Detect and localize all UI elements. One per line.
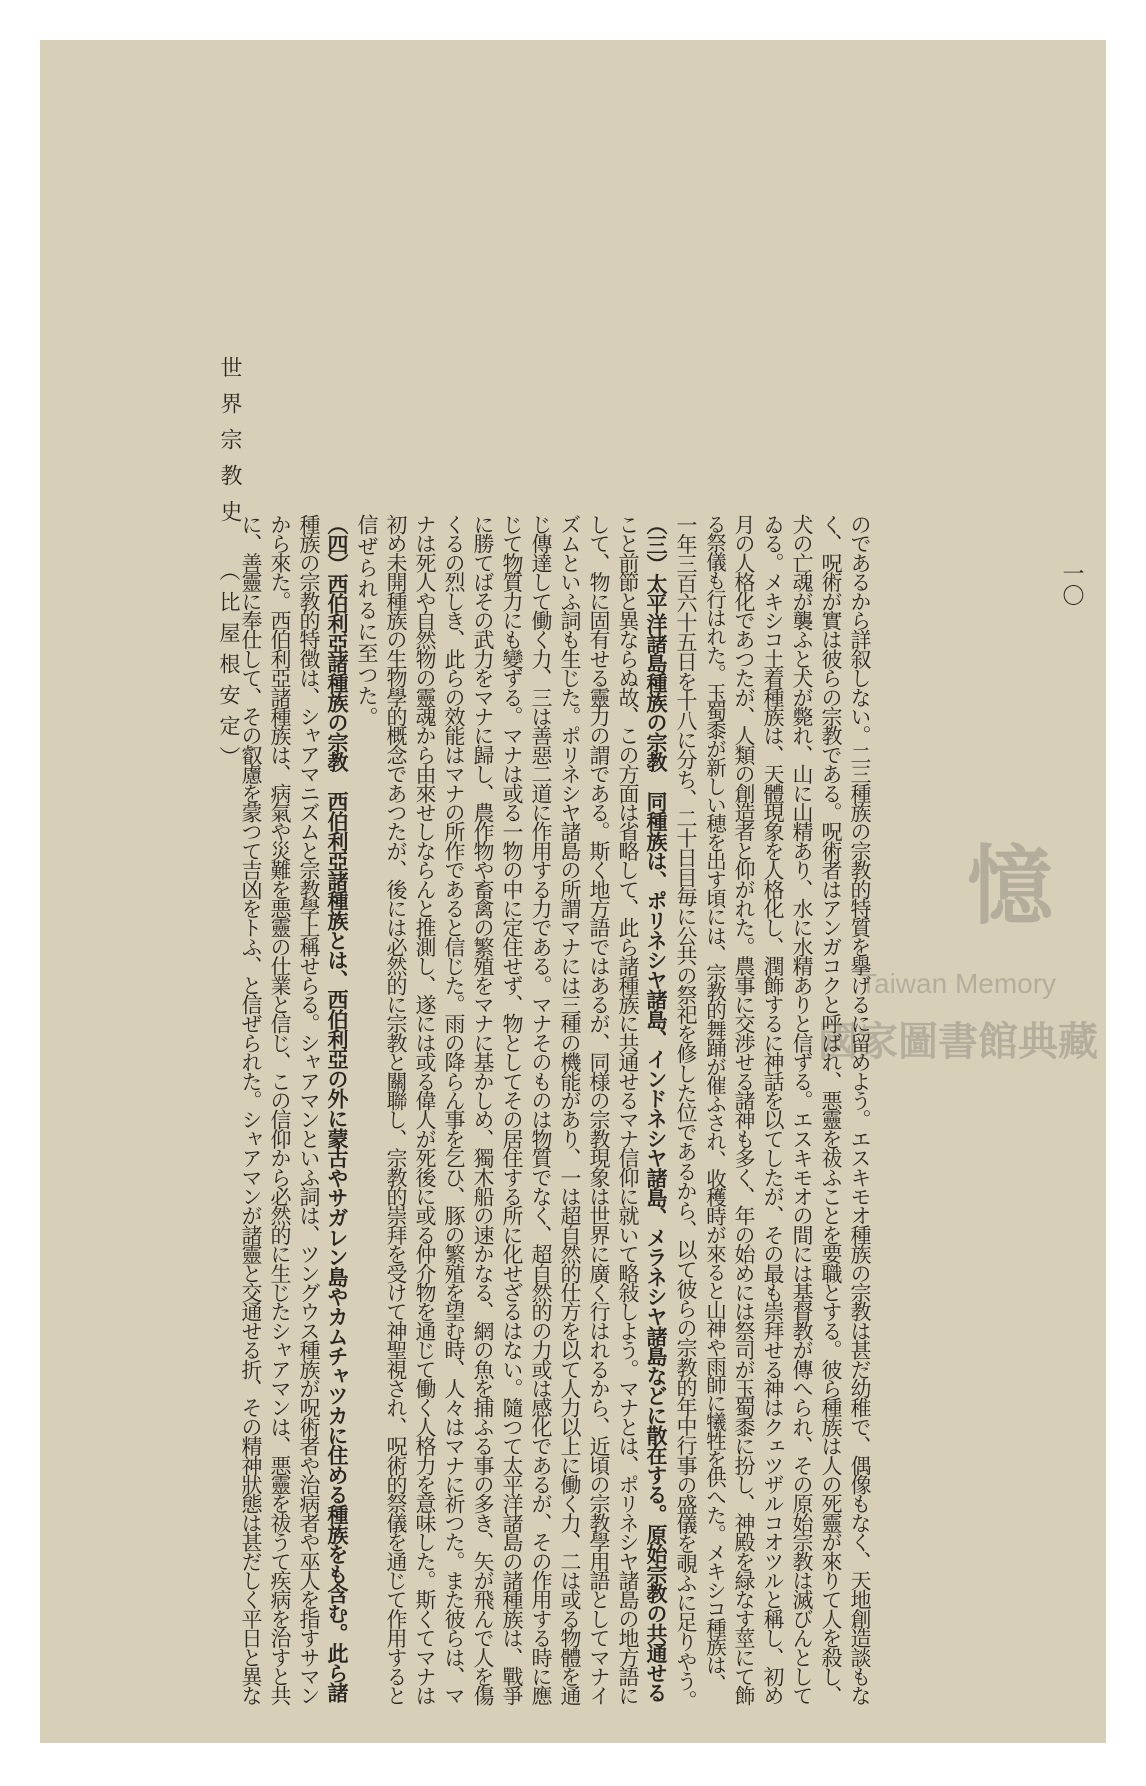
text-column: 種族の宗教的特徴は、シャアマニズムと宗教學上稱せらる。シャアマンといふ詞は、ツングウス種族が呪術者や治病者や巫人を指すサマン (297, 514, 321, 1705)
section-heading-column: （三）太平洋諸島種族の宗教 同種族は、ポリネシヤ諸島、インドネシヤ諸島、メラネシヤ諸島などに散在する。原始宗教の共通せる (644, 514, 669, 1703)
watermark-english: Taiwan Memory (860, 968, 1057, 999)
text-column: 犬の亡魂が襲ふと犬が斃れ、山に山精あり、水に水精ありと信ずる。エスキモオの間には基督教が傳へられ、その原始宗教は滅びんとして (790, 514, 814, 1705)
running-title: 世界宗教史 (217, 356, 242, 536)
text-column: ズムといふ詞も生じた。ポリネシヤ諸島の所謂マナには三種の機能があり、一は超自然的仕方を以て人力以上に働く力、二は或る物體を通 (558, 514, 582, 1705)
text-column: ナは死人や自然物の靈魂から由來せしならんと推測し、遂には或る偉人が死後に或る仲介物を通じて働く人格力を意味した。斯くてマナは (413, 514, 437, 1705)
text-column: 一年三百六十五日を十八に分ち、二十日目毎に公共の祭祀を修した位であるから、以て彼らの宗教的年中行事の盛儀を覗ふに足りやう。 (674, 514, 698, 1710)
text-column: 月の人格化であつたが、人類の創造者と仰がれた。農事に交渉せる諸神も多く、年の始めには祭司が玉蜀黍に扮し、神殿を緑なす莖にて飾 (732, 514, 756, 1705)
page-number: 一〇 (1059, 562, 1084, 606)
text-column: じ傳達して働く力、三は善惡二道に作用する力である。マナそのものは物質でなく、超自然的の力或は感化であるが、その作用する時に應 (529, 514, 553, 1705)
watermark-library-name: 國家圖書館典藏 (818, 1018, 1098, 1065)
text-column: に勝てばその武力をマナに歸し、農作物や畜禽の繁殖をマナに基かしめ、獨木船の速かなる、網の魚を捕ふる事の多き、矢が飛んで人を傷 (471, 514, 495, 1705)
text-column: に、善靈に奉仕して、その叡慮を蒙つて吉凶をトふ、と信ぜられた。シャアマンが諸靈と交通せる折、その精神狀態は甚だしく平日と異な (239, 514, 263, 1705)
text-column: 信ぜられるに至つた。 (355, 514, 379, 728)
text-column: して、物に固有せる靈力の謂である。斯く地方語ではあるが、同様の宗教現象は世界に廣く行はれるから、近頃の宗教學用語としてマナイ (587, 514, 611, 1705)
author-name: （比屋根安定） (217, 560, 241, 777)
text-column: 初め未開種族の生物學的概念であつたが、後には必然的に宗教と關聯し、宗教的崇拜を受けて神聖視され、呪術的祭儀を通じて作用すると (384, 514, 408, 1705)
book-page (40, 40, 1106, 1743)
text-column: ゐる。メキシコ土着種族は、天體現象を人格化し、潤飾するに神話を以てしたが、その最も崇拜せる神はクェツザルコオツルと稱し、初め (761, 514, 785, 1705)
text-column: じて物質力にも變ずる。マナは或る一物の中に定住せず、物としてその居住する所に化せざるはない。隨つて太平洋諸島の諸種族は、戰爭 (500, 514, 524, 1705)
library-watermark (818, 840, 1098, 1090)
watermark-mark: 憶 (952, 840, 1053, 926)
text-column: る祭儀も行はれた。玉蜀黍が新しい穂を出す頃には、宗教的舞踊が催ふされ、收穫時が來ると山神や雨師に犧牲を供へた。メキシコ種族は、 (702, 514, 727, 1693)
text-column: くるの烈しき、此らの效能はマナの所作であると信じた。雨の降らん事を乞ひ、豚の繁殖を望む時、人々はマナに祈つた。また彼らは、マ (442, 514, 466, 1705)
text-column: こと前節と異ならぬ故、この方面は省略して、此ら諸種族に共通せるマナ信仰に就いて略敍しよう。マナとは、ポリネシヤ諸島の地方語に (616, 514, 640, 1705)
text-column: く、呪術が實は彼らの宗教である。呪術者はアンガコクと呼ばれ、悪靈を祓ふことを要職とする。彼ら種族は人の死靈が來りて人を殺し、 (819, 514, 843, 1705)
text-column: のであるから詳叙しない。二三種族の宗教的特質を擧げるに留めよう。エスキモオ種族の宗教は甚だ幼稚で、偶像もなく、天地創造談もな (848, 514, 872, 1705)
section-heading-column: （四）西伯利亞諸種族の宗教 西伯利亞諸種族とは、西伯利亞の外に蒙古やサガレン島やカムチャツカに住める種族をも含む。此ら諸 (325, 514, 350, 1703)
text-column: から來た。西伯利亞諸種族は、病氣や災難を悪靈の仕業と信じ、この信仰から必然的に生じたシャアマンは、悪靈を祓うて疾病を治すと共 (268, 514, 292, 1705)
